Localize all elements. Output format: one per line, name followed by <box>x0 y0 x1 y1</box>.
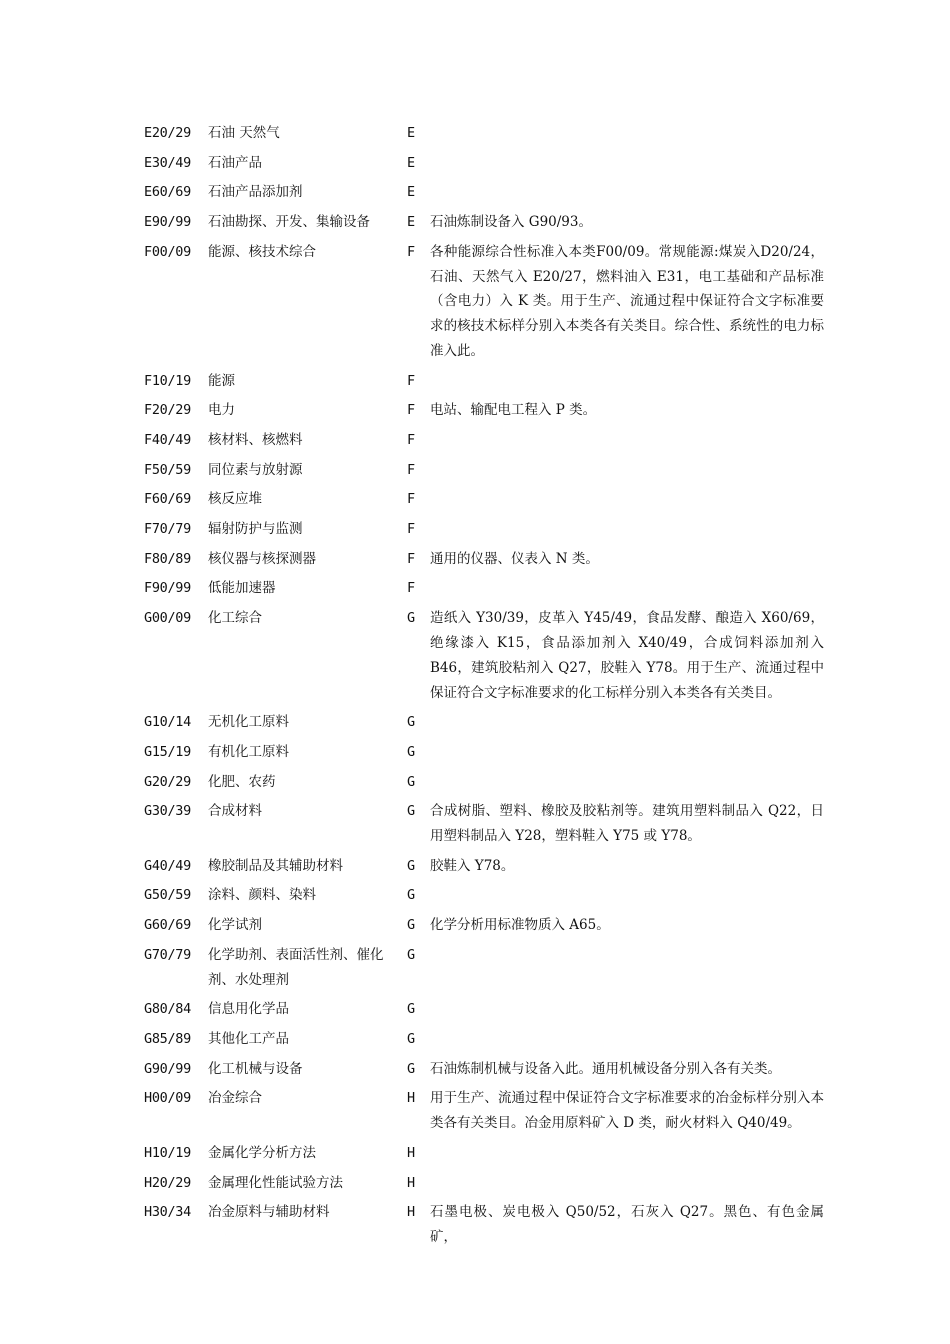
class-note: 用于生产、流通过程中保证符合文字标准要求的冶金标样分别入本类各有关类目。冶金用原料矿入 D 类，耐火材料入 Q40/49。 <box>430 1090 824 1132</box>
table-row <box>144 517 824 547</box>
class-name: 核反应堆 <box>208 491 262 508</box>
category-letter: F <box>407 243 416 260</box>
class-code: H10/19 <box>144 1144 191 1161</box>
class-code: G60/69 <box>144 917 191 934</box>
class-name: 石油勘探、开发、集输设备 <box>208 214 370 231</box>
category-letter: F <box>407 461 416 478</box>
category-letter: G <box>407 1001 416 1018</box>
class-code: G70/79 <box>144 946 191 963</box>
class-note: 石墨电极、炭电极入 Q50/52，石灰入 Q27。黑色、有色金属矿， <box>430 1204 824 1246</box>
class-name: 金属理化性能试验方法 <box>208 1174 343 1191</box>
class-note: 造纸入 Y30/39，皮革入 Y45/49，食品发酵、酿造入 X60/69，绝缘漆入 K15，食品添加剂入 X40/49，合成饲料添加剂入 B46，建筑胶粘剂入 Q27，胶鞋入 Y78。用于生产、流通过程中保证符合文字标准要求的化工标样分别入本类各有关类目。 <box>430 610 824 701</box>
category-letter: G <box>407 773 416 790</box>
class-code: G90/99 <box>144 1060 191 1077</box>
category-letter: H <box>407 1174 416 1191</box>
category-letter: G <box>407 803 416 820</box>
category-letter: G <box>407 1060 416 1077</box>
class-code: F10/19 <box>144 372 191 389</box>
class-note: 化学分析用标准物质入 A65。 <box>430 917 610 934</box>
class-note: 石油炼制设备入 G90/93。 <box>430 214 592 231</box>
class-name: 化学助剂、表面活性剂、催化剂、水处理剂 <box>208 946 384 988</box>
class-note <box>430 576 824 606</box>
class-note <box>430 428 824 458</box>
class-code: F60/69 <box>144 491 191 508</box>
class-code: E30/49 <box>144 154 191 171</box>
class-name: 石油产品 <box>208 154 262 171</box>
class-code: G85/89 <box>144 1030 191 1047</box>
class-note <box>430 458 824 488</box>
class-code: H00/09 <box>144 1090 191 1107</box>
category-letter: F <box>407 580 416 597</box>
table-row <box>144 547 824 577</box>
class-note <box>430 997 824 1027</box>
class-name: 石油 天然气 <box>208 125 280 141</box>
class-code: G10/14 <box>144 714 191 731</box>
class-name: 无机化工原料 <box>208 714 289 731</box>
category-letter: E <box>407 184 416 201</box>
category-letter: F <box>407 550 416 567</box>
category-letter: H <box>407 1144 416 1161</box>
category-letter: F <box>407 402 416 419</box>
classification-rows <box>144 121 824 1255</box>
table-row <box>144 943 824 997</box>
table-row <box>144 369 824 399</box>
table-row <box>144 1057 824 1087</box>
category-letter: E <box>407 214 416 231</box>
class-code: G50/59 <box>144 887 191 904</box>
class-note <box>430 121 824 151</box>
class-note <box>430 487 824 517</box>
class-code: F00/09 <box>144 243 191 260</box>
class-code: G30/39 <box>144 803 191 820</box>
class-note <box>430 1171 824 1201</box>
class-note: 石油炼制机械与设备入此。通用机械设备分别入各有关类。 <box>430 1060 781 1077</box>
class-name: 石油产品添加剂 <box>208 184 303 201</box>
class-name: 其他化工产品 <box>208 1030 289 1047</box>
table-row <box>144 883 824 913</box>
class-note <box>430 517 824 547</box>
class-note: 通用的仪器、仪表入 N 类。 <box>430 550 599 567</box>
class-name: 冶金原料与辅助材料 <box>208 1204 330 1221</box>
table-row <box>144 428 824 458</box>
class-name: 能源 <box>208 372 235 389</box>
class-name: 金属化学分析方法 <box>208 1144 316 1161</box>
class-code: E60/69 <box>144 184 191 201</box>
table-row <box>144 240 824 369</box>
table-row <box>144 151 824 181</box>
class-name: 核材料、核燃料 <box>208 432 303 448</box>
class-code: E20/29 <box>144 125 191 141</box>
class-note <box>430 180 824 210</box>
class-note <box>430 770 824 800</box>
table-row <box>144 913 824 943</box>
category-letter: G <box>407 857 416 874</box>
class-code: G80/84 <box>144 1001 191 1018</box>
class-code: F90/99 <box>144 580 191 597</box>
category-letter: G <box>407 1030 416 1047</box>
table-row <box>144 1200 824 1254</box>
class-code: F20/29 <box>144 402 191 419</box>
table-row <box>144 210 824 240</box>
table-row <box>144 487 824 517</box>
class-code: F40/49 <box>144 432 191 448</box>
class-note <box>430 1027 824 1057</box>
table-row <box>144 606 824 710</box>
class-note <box>430 943 824 997</box>
class-code: G20/29 <box>144 773 191 790</box>
class-name: 化学试剂 <box>208 917 262 934</box>
class-name: 同位素与放射源 <box>208 461 303 478</box>
category-letter: F <box>407 521 416 538</box>
class-name: 合成材料 <box>208 803 262 820</box>
class-name: 涂料、颜料、染料 <box>208 887 316 904</box>
table-row <box>144 398 824 428</box>
class-name: 核仪器与核探测器 <box>208 550 316 567</box>
category-letter: G <box>407 610 416 627</box>
table-row <box>144 576 824 606</box>
class-name: 能源、核技术综合 <box>208 243 316 260</box>
class-note <box>430 710 824 740</box>
table-row <box>144 458 824 488</box>
class-note: 各种能源综合性标准入本类F00/09。常规能源:煤炭入D20/24，石油、天然气入 E20/27，燃料油入 E31，电工基础和产品标准（含电力）入 K 类。用于生产、流通过程中保证符合文字标准要求的核技术标样分别入本类各有关类目。综合性、系统性的电力标准入此。 <box>430 243 824 359</box>
classification-table <box>144 121 824 1255</box>
class-name: 辐射防护与监测 <box>208 521 303 538</box>
category-letter: F <box>407 372 416 389</box>
table-row <box>144 710 824 740</box>
table-row <box>144 997 824 1027</box>
class-code: F80/89 <box>144 550 191 567</box>
category-letter: G <box>407 887 416 904</box>
table-row <box>144 799 824 853</box>
class-note: 电站、输配电工程入 P 类。 <box>430 402 597 419</box>
class-code: H30/34 <box>144 1204 191 1221</box>
category-letter: G <box>407 743 416 760</box>
table-row <box>144 740 824 770</box>
table-row <box>144 180 824 210</box>
class-code: F70/79 <box>144 521 191 538</box>
class-note <box>430 740 824 770</box>
class-code: F50/59 <box>144 461 191 478</box>
category-letter: F <box>407 432 416 448</box>
class-note <box>430 1141 824 1171</box>
category-letter: E <box>407 125 416 141</box>
class-code: H20/29 <box>144 1174 191 1191</box>
table-row <box>144 121 824 151</box>
class-code: G15/19 <box>144 743 191 760</box>
class-name: 冶金综合 <box>208 1090 262 1107</box>
class-name: 橡胶制品及其辅助材料 <box>208 857 343 874</box>
class-note <box>430 883 824 913</box>
class-name: 化工机械与设备 <box>208 1060 303 1077</box>
class-note <box>430 151 824 181</box>
class-code: E90/99 <box>144 214 191 231</box>
class-name: 化工综合 <box>208 610 262 627</box>
category-letter: H <box>407 1090 416 1107</box>
table-row <box>144 1141 824 1171</box>
table-row <box>144 1027 824 1057</box>
class-name: 化肥、农药 <box>208 773 276 790</box>
table-row <box>144 854 824 884</box>
category-letter: G <box>407 917 416 934</box>
class-name: 电力 <box>208 402 235 419</box>
category-letter: E <box>407 154 416 171</box>
class-code: G40/49 <box>144 857 191 874</box>
class-note: 胶鞋入 Y78。 <box>430 857 515 874</box>
class-name: 低能加速器 <box>208 580 276 597</box>
table-row <box>144 1086 824 1140</box>
class-note <box>430 369 824 399</box>
category-letter: G <box>407 714 416 731</box>
class-name: 信息用化学品 <box>208 1001 289 1018</box>
category-letter: H <box>407 1204 416 1221</box>
class-code: G00/09 <box>144 610 191 627</box>
category-letter: G <box>407 946 416 963</box>
table-row <box>144 1171 824 1201</box>
class-note: 合成树脂、塑料、橡胶及胶粘剂等。建筑用塑料制品入 Q22，日用塑料制品入 Y28，塑料鞋入 Y75 或 Y78。 <box>430 803 824 845</box>
category-letter: F <box>407 491 416 508</box>
table-row <box>144 770 824 800</box>
class-name: 有机化工原料 <box>208 743 289 760</box>
